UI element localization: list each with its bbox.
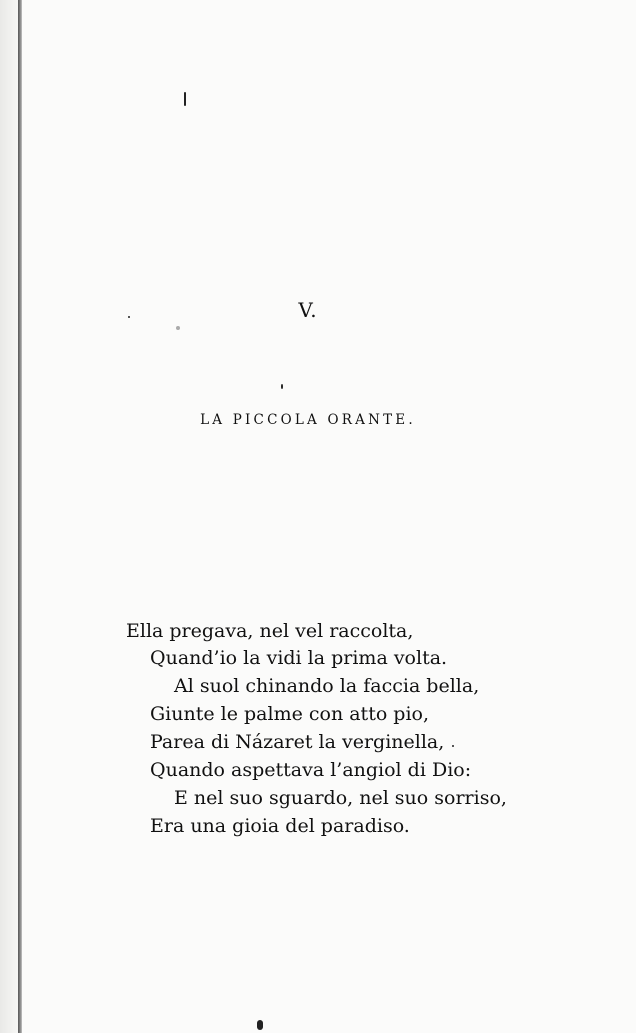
ink-speck bbox=[184, 92, 186, 106]
poem-line: Al suol chinando la faccia bella, bbox=[174, 675, 480, 697]
poem-line: Ella pregava, nel vel raccolta, bbox=[126, 620, 414, 642]
ink-speck bbox=[452, 745, 454, 747]
ink-speck bbox=[176, 326, 180, 330]
poem-title: LA PICCOLA ORANTE. bbox=[200, 412, 416, 428]
ink-speck bbox=[281, 384, 283, 389]
poem-line: Era una gioia del paradiso. bbox=[150, 815, 410, 837]
poem-line: Parea di Názaret la verginella, bbox=[150, 731, 445, 753]
poem-line: Giunte le palme con atto pio, bbox=[150, 703, 430, 725]
binding-shadow bbox=[0, 0, 18, 1033]
poem-line: Quando aspettava l’angiol di Dio: bbox=[150, 759, 472, 781]
binding-edge bbox=[18, 0, 22, 1033]
ink-speck bbox=[257, 1020, 263, 1030]
poem-line: Quand’io la vidi la prima volta. bbox=[150, 647, 448, 669]
section-number: V. bbox=[298, 298, 318, 322]
poem-line: E nel suo sguardo, nel suo sorriso, bbox=[174, 787, 507, 809]
